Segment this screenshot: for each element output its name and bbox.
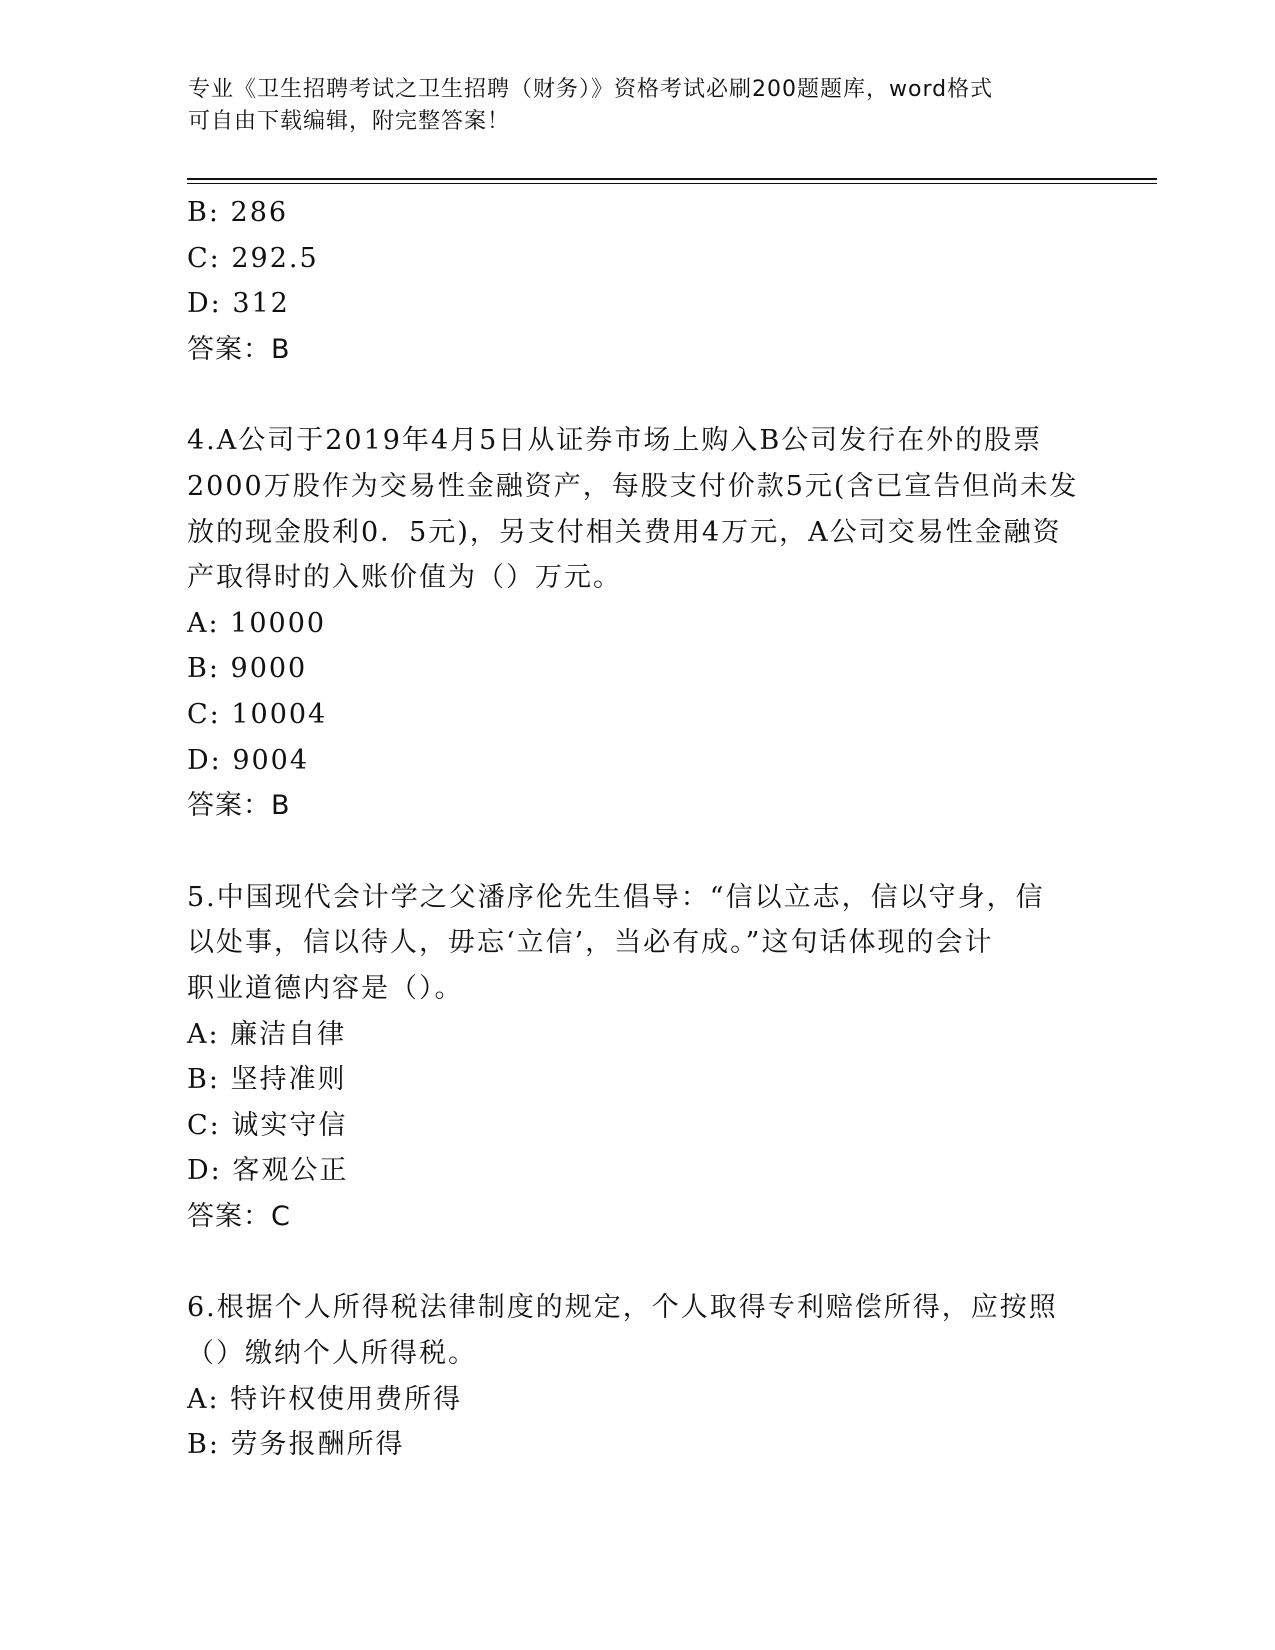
option-b: B: 坚持准则 (187, 1064, 347, 1096)
option-c: C: 292.5 (187, 242, 319, 274)
question-text (187, 1285, 1087, 1376)
question-5 (187, 875, 1087, 1240)
question-line: 6.根据个人所得税法律制度的规定，个人取得专利赔偿所得，应按照 (187, 1292, 1058, 1324)
option-d: D: 客观公正 (187, 1155, 349, 1187)
question-list (187, 190, 1087, 1468)
document-header (188, 74, 1088, 138)
option-a: A: 廉洁自律 (187, 1018, 347, 1050)
question-line: 5.中国现代会计学之父潘序伦先生倡导：“信以立志，信以守身，信 (187, 881, 1045, 913)
option-d: D: 9004 (187, 744, 310, 776)
option-a: A: 10000 (187, 607, 327, 639)
answer: 答案：C (187, 1200, 291, 1232)
question-line: （）缴纳个人所得税。 (187, 1338, 477, 1370)
header-title-line-2: 可自由下载编辑，附完整答案！ (188, 109, 511, 134)
option-b: B: 286 (187, 197, 289, 228)
option-c: C: 诚实守信 (187, 1109, 348, 1141)
question-4 (187, 418, 1087, 828)
option-a: A: 特许权使用费所得 (187, 1383, 463, 1415)
option-c: C: 10004 (187, 698, 328, 730)
answer: 答案：B (187, 333, 291, 365)
question-line: 以处事，信以待人，毋忘‘立信’，当必有成。”这句话体现的会计 (187, 927, 994, 959)
question-line: 4.A公司于2019年4月5日从证券市场上购入B公司发行在外的股票 (187, 425, 1043, 457)
question-text (187, 418, 1087, 600)
option-b: B: 劳务报酬所得 (187, 1429, 405, 1461)
question-6 (187, 1285, 1087, 1467)
header-divider (187, 178, 1157, 180)
question-line: 放的现金股利0．5元)，另支付相关费用4万元，A公司交易性金融资 (187, 516, 1062, 548)
question-line: 产取得时的入账价值为（）万元。 (187, 562, 622, 594)
option-d: D: 312 (187, 288, 290, 320)
header-divider-thin (187, 183, 1157, 184)
question-line: 2000万股作为交易性金融资产，每股支付价款5元(含已宣告但尚未发 (187, 470, 1079, 502)
header-title-line-1: 专业《卫生招聘考试之卫生招聘（财务）》资格考试必刷200题题库，word格式 (188, 77, 994, 102)
answer: 答案：B (187, 790, 291, 822)
option-b: B: 9000 (187, 653, 308, 685)
question-line: 职业道德内容是（）。 (187, 972, 464, 1004)
question-3 (187, 190, 1087, 372)
question-text (187, 875, 1087, 1012)
